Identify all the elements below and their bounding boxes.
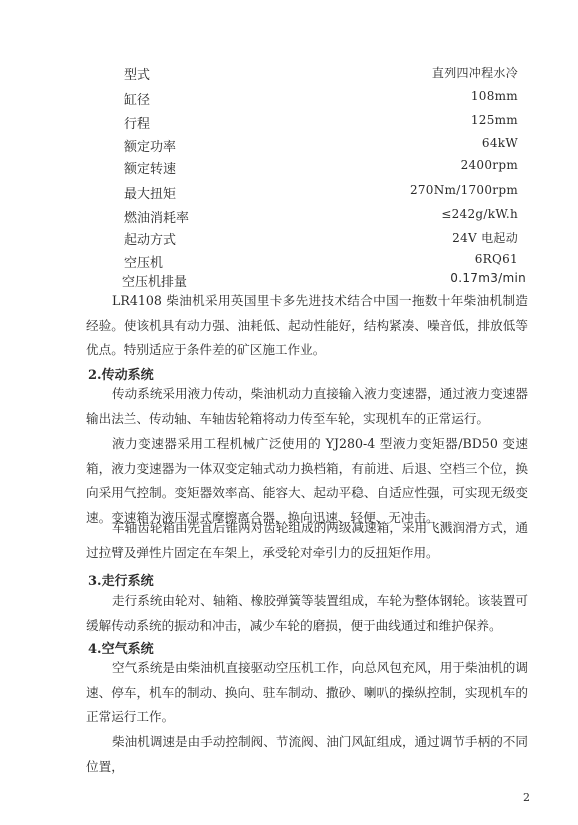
spec-row (0, 158, 578, 180)
body-paragraph: 传动系统采用液力传动，柴油机动力直接输入液力变速器，通过液力变速器输出法兰、传动轴、车轴齿轮箱将动力传至车轮，实现机车的正常运行。 (86, 386, 528, 426)
spec-label: 空压机排量 (122, 275, 188, 290)
spec-value: 108mm (470, 89, 518, 103)
body-paragraph: 走行系统由轮对、轴箱、橡胶弹簧等装置组成，车轮为整体钢轮。该装置可缓解传动系统的振动和冲击，减少车轮的磨损，便于曲线通过和维护保养。 (86, 593, 528, 633)
spec-label: 燃油消耗率 (124, 211, 190, 226)
spec-value: 24V 电起动 (452, 231, 518, 245)
spec-row (0, 207, 578, 229)
page-number: 2 (523, 791, 530, 804)
spec-value: 270Nm/1700rpm (409, 183, 518, 197)
section-heading: 3.走行系统 (88, 574, 154, 589)
spec-row (0, 64, 578, 86)
spec-value: 直列四冲程水冷 (431, 66, 518, 80)
spec-label: 行程 (124, 117, 151, 132)
intro-paragraph: LR4108 柴油机采用英国里卡多先进技术结合中国一拖数十年柴油机制造经验。使该机具有动力强、油耗低、起动性能好，结构紧凑、噪音低，排放低等优点。特别适应于条件差的矿区施工作业。 (86, 293, 528, 358)
spec-label: 额定转速 (124, 162, 177, 177)
section-heading: 4.空气系统 (88, 642, 154, 657)
spec-value: 64kW (481, 136, 518, 150)
spec-label: 缸径 (124, 93, 151, 108)
spec-label: 型式 (124, 68, 151, 83)
spec-row (0, 89, 578, 111)
body-paragraph: 柴油机调速是由手动控制阀、节流阀、油门风缸组成，通过调节手柄的不同位置， (86, 734, 528, 774)
spec-row (0, 113, 578, 135)
spec-value: 125mm (470, 113, 518, 127)
spec-label: 额定功率 (124, 140, 177, 155)
body-paragraph: 车轴齿轮箱由先直后锥两对齿轮组成的两级减速箱，采用飞溅润滑方式，通过拉臂及弹性片固定在车架上，承受轮对牵引力的反扭矩作用。 (86, 520, 528, 560)
spec-label: 起动方式 (124, 233, 177, 248)
spec-row (0, 183, 578, 205)
spec-label: 最大扭矩 (124, 187, 177, 202)
body-paragraph: 液力变速器采用工程机械广泛使用的 YJ280-4 型液力变矩器/BD50 变速箱，液力变速器为一体双变定轴式动力换档箱，有前进、后退、空档三个位，换向采用气控制。变矩器效率高、能容大、起动平稳、自适应性强，可实现无级变速。变速箱为液压湿式摩擦离合器，换向迅速、轻便、无冲击。 (86, 436, 528, 525)
spec-value: 2400rpm (460, 158, 518, 172)
spec-value: 0.17m3/min (450, 271, 526, 285)
spec-value: ≤242g/kW.h (441, 207, 518, 221)
body-paragraph: 空气系统是由柴油机直接驱动空压机工作，向总风包充风，用于柴油机的调速、停车，机车的制动、换向、驻车制动、撒砂、喇叭的操纵控制，实现机车的正常运行工作。 (86, 660, 528, 725)
spec-label: 空压机 (124, 256, 164, 271)
spec-row (0, 136, 578, 158)
spec-row (0, 229, 578, 251)
section-heading: 2.传动系统 (88, 368, 154, 383)
spec-value: 6RQ61 (474, 252, 518, 266)
